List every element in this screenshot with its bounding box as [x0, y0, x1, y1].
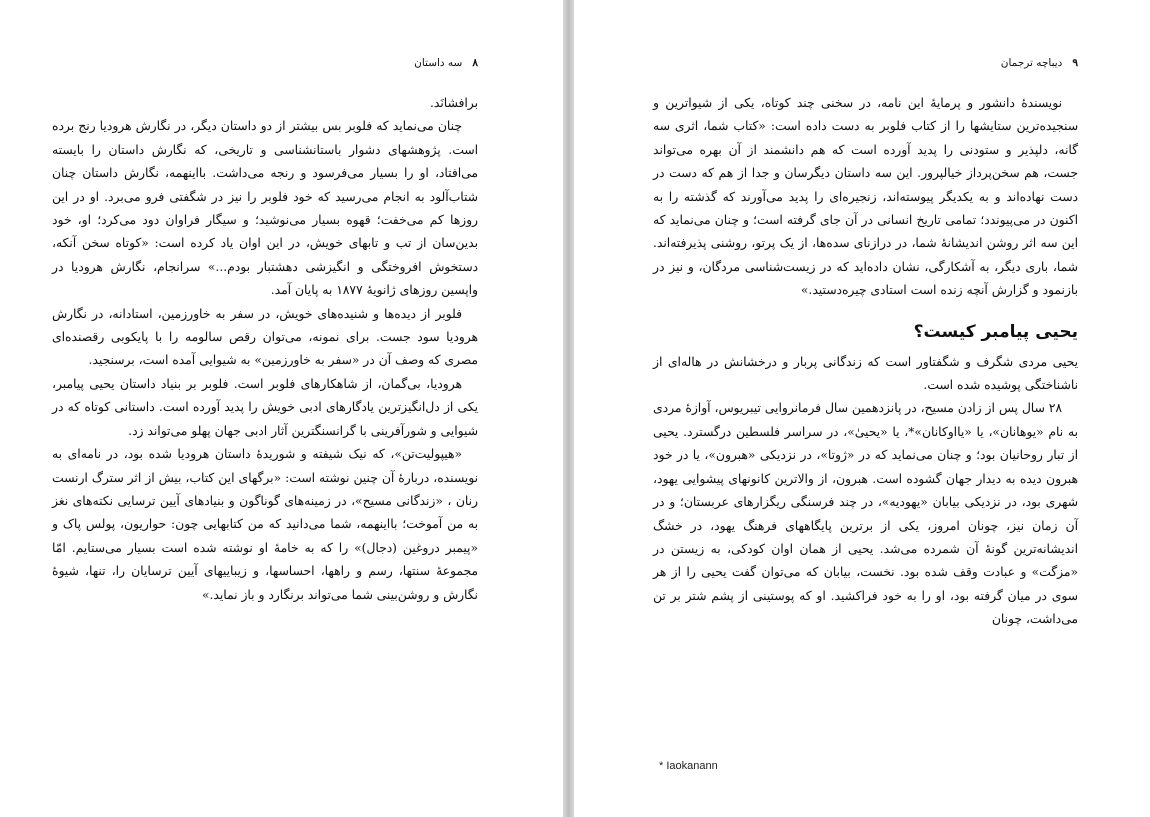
footnote: * Iaokanann — [659, 760, 718, 772]
paragraph: فلوبر از دیده‌ها و شنیده‌های خویش، در سفر به خاورزمین، استادانه، در نگارش هرودیا سود جست. برای نمونه، می‌توان رقص سالومه را با پایکوبی رقصنده‌ای مصری که وصف آن در «سفر به خاورزمین» به شیوایی آمده است، برسنجید. — [52, 306, 478, 368]
left-running-title: سه داستان — [414, 57, 463, 69]
right-running-head — [653, 52, 1078, 74]
right-page — [574, 0, 1150, 817]
right-page-number: ۹ — [1072, 57, 1078, 69]
left-page-content — [52, 52, 478, 607]
left-page — [0, 0, 563, 817]
paragraph: نویسندهٔ دانشور و پرمایهٔ این نامه، در سخنی چند کوتاه، یکی از شیواترین و سنجیده‌ترین ستایشها را از کتاب فلوبر به دست داده است: «کتاب شما، اثری سه گانه، دلپذیر و ستودنی را پدید آورده است که هم دانشمند از آن بهره می‌تواند جست، هم سخن‌پرداز خیالپرور. این سه داستان دیگرسان و جدا از هم که دست در دست نهاده‌اند و به یکدیگر پیوسته‌اند، زنجیره‌ای را پدید می‌آورند که گذشته را به اکنون در می‌پیوندد؛ تمامی تاریخ انسانی در آن جای گرفته است؛ و چنان می‌نماید که این سه اثر روشن اندیشانهٔ شما، در درازنای سده‌ها، از یک پرتو، روشنی پذیرفته‌اند. شما، باری دیگر، به آشکارگی، نشان داده‌اید که در زیست‌شناسی مردگان، و نیز در بازنمود و گزارش آنچه زنده است استادی چیره‌دستید.» — [653, 96, 1078, 298]
paragraph: یحیی مردی شگرف و شگفتاور است که زندگانی پربار و درخشانش در هاله‌ای از ناشناختگی پوشیده شده است. — [653, 354, 1078, 393]
left-body-text — [52, 92, 478, 607]
paragraph: هرودیا، بی‌گمان، از شاهکارهای فلوبر است. فلوبر بر بنیاد داستان یحیی پیامبر، یکی از دل‌انگیزترین یادگارهای ادبی خویش را پدید آورده است. داستانی کوتاه که در شیوایی و شورآفرینی با گرانسنگترین آثار ادبی جهان پهلو می‌تواند زد. — [52, 376, 478, 438]
left-page-number: ۸ — [472, 57, 478, 69]
right-body-text — [653, 92, 1078, 632]
section-heading: یحیی پیامبر کیست؟ — [913, 321, 1078, 342]
paragraph: «هیپولیت‌تن»، که نیک شیفته و شوریدهٔ داستان هرودیا شده بود، در نامه‌ای به نویسنده، دربارهٔ آن چنین نوشته است: «برگهای این کتاب، بیش از اثر سترگ ارنست رنان ، «زندگانی مسیح»، در زمینه‌های گوناگون و بنیادهای آیین ترسایی نکته‌های نغز به من آموخت؛ بااینهمه، شما می‌دانید که من کتابهایی چون: حواریون، پولس پاک و «پیمبر دروغین (دجال)» را که به خامهٔ او نوشته شده است بسیار می‌ستایم. امّا مجموعهٔ سنتها، رسم و راهها، احساسها، و زیباییهای آیین ترسایان را، تنها، شیوهٔ نگارش و روشن‌بینی شما می‌تواند برنگارد و باز نماید.» — [52, 447, 478, 602]
right-page-content — [653, 52, 1078, 632]
paragraph: برافشانَد. — [429, 96, 478, 110]
page-gutter — [563, 0, 574, 817]
paragraph: ۲۸ سال پس از زادن مسیح، در پانزدهمین سال فرمانروایی تیبریوس، آوازهٔ مردی به نام «یوهانان»، یا «یااوکانان»*، یا «یحییٰ»، در سراسر فلسطین درگسترد. یحیی از تبار روحانیان بود؛ و چنان می‌نماید که در «ژوتا»، در نزدیکی «هبرون»، یا در خود هبرون دیده به دیدار جهان گشوده است. هبرون، از والاترین کانونهای پیشوایی یهود، شهری بود، در نزدیکی بیابان «یهودیه»، در چند فرسنگی ریگزارهای عربستان؛ و در آن زمان نیز، چونان امروز، یکی از برترین پایگاههای فرهنگ یهود، در خشگ اندیشانه‌ترین گونهٔ آن شمرده می‌شد. یحیی از همان اوان کودکی، به زیستن در «مزگت» و عبادت وقف شده بود. نخست، بیابان که می‌توان گفت یحیی را از هر سوی در میان گرفته بود، او را به خود فراکشید. او که پوستینی از پشم شتر بر تن می‌داشت، چونان — [653, 401, 1078, 627]
left-running-head — [52, 52, 478, 74]
right-running-title: دیباچه ترجمان — [1000, 57, 1063, 69]
paragraph: چنان می‌نماید که فلوبر بس بیشتر از دو داستان دیگر، در نگارش هرودیا رنج برده است. پژوهشهای دشوار باستانشناسی و تاریخی، که نگارش داستان را بایسته می‌افتاد، او را بسیار می‌فرسود و رنجه می‌داشت. بااینهمه، نگارش داستان چنان شتاب‌آلود به انجام می‌رسید که خود فلوبر را نیز در شگفتی فرو می‌برد. او در این روزها کم می‌خفت؛ قهوه بسیار می‌نوشید؛ و سیگار فراوان دود می‌کرد؛ او، خود بدین‌سان از تب و تابهای خویش، در این اوان یاد کرده است: «کوتاه سخن آنکه، دستخوش افروختگی و انگیزشی دهشتبار بودم...» سرانجام، نگارش هرودیا در واپسین روزهای ژانویهٔ ۱۸۷۷ به پایان آمد. — [52, 119, 478, 298]
